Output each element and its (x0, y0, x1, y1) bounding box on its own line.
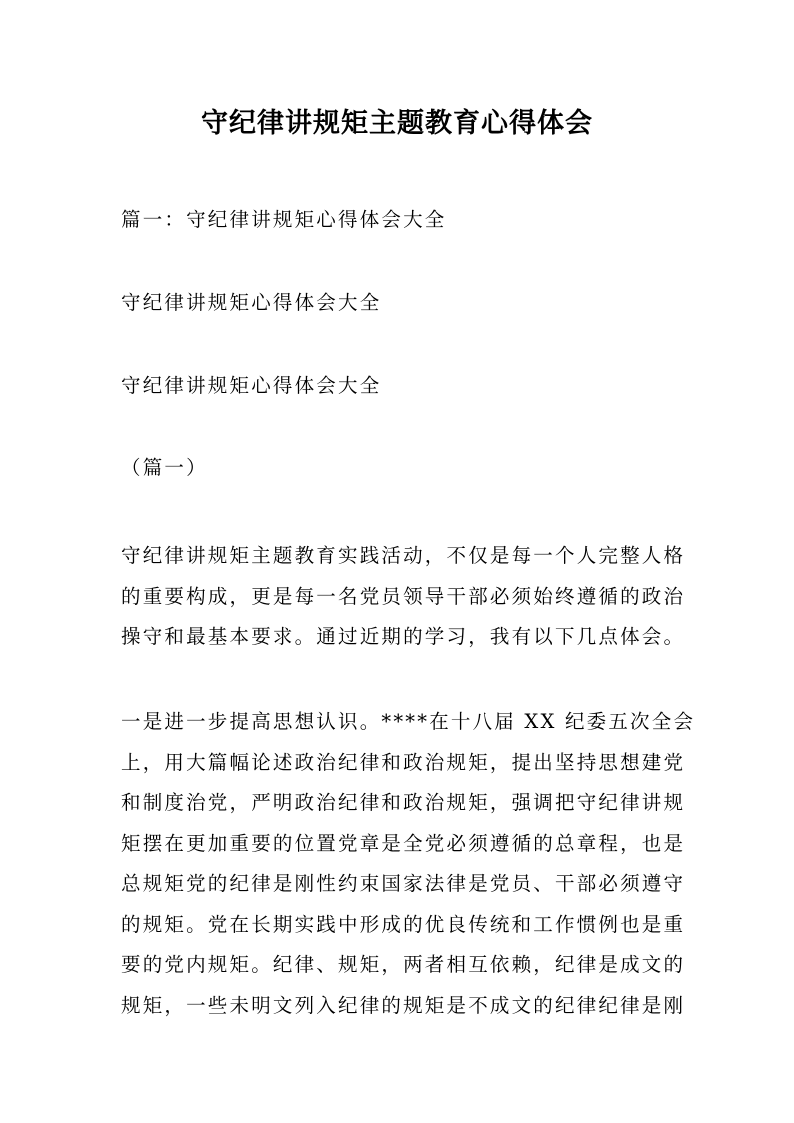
paragraph-line: 上，用大篇幅论述政治纪律和政治规矩，提出坚持思想建党 (121, 750, 686, 774)
paragraph-line: 操守和最基本要求。通过近期的学习，我有以下几点体会。 (121, 625, 686, 648)
paragraph-line: 的规矩。党在长期实践中形成的优良传统和工作惯例也是重 (121, 912, 686, 936)
paragraph-intro (121, 536, 686, 658)
heading-collection-2: 守纪律讲规矩心得体会大全 (121, 374, 382, 397)
paragraph-line: 总规矩党的纪律是刚性约束国家法律是党员、干部必须遵守 (121, 872, 686, 895)
paragraph-line: 要的党内规矩。纪律、规矩，两者相互依赖，纪律是成文的 (121, 953, 686, 976)
paragraph-point-one (121, 702, 696, 1026)
paragraph-line: 守纪律讲规矩主题教育实践活动，不仅是每一个人完整人格 (121, 544, 686, 567)
paragraph-line: 一是进一步提高思想认识。****在十八届 XX 纪委五次全会 (121, 710, 696, 733)
paragraph-line: 规矩，一些未明文列入纪律的规矩是不成文的纪律纪律是刚 (121, 993, 686, 1017)
paragraph-line: 矩摆在更加重要的位置党章是全党必须遵循的总章程，也是 (121, 831, 686, 855)
section-label: （篇一） (121, 456, 208, 479)
paragraph-line: 和制度治党，严明政治纪律和政治规矩，强调把守纪律讲规 (121, 791, 686, 814)
paragraph-line: 的重要构成，更是每一名党员领导干部必须始终遵循的政治 (121, 584, 686, 608)
heading-part-one: 篇一：守纪律讲规矩心得体会大全 (121, 208, 447, 231)
document-title: 守纪律讲规矩主题教育心得体会 (201, 108, 593, 139)
heading-collection-1: 守纪律讲规矩心得体会大全 (121, 291, 382, 314)
